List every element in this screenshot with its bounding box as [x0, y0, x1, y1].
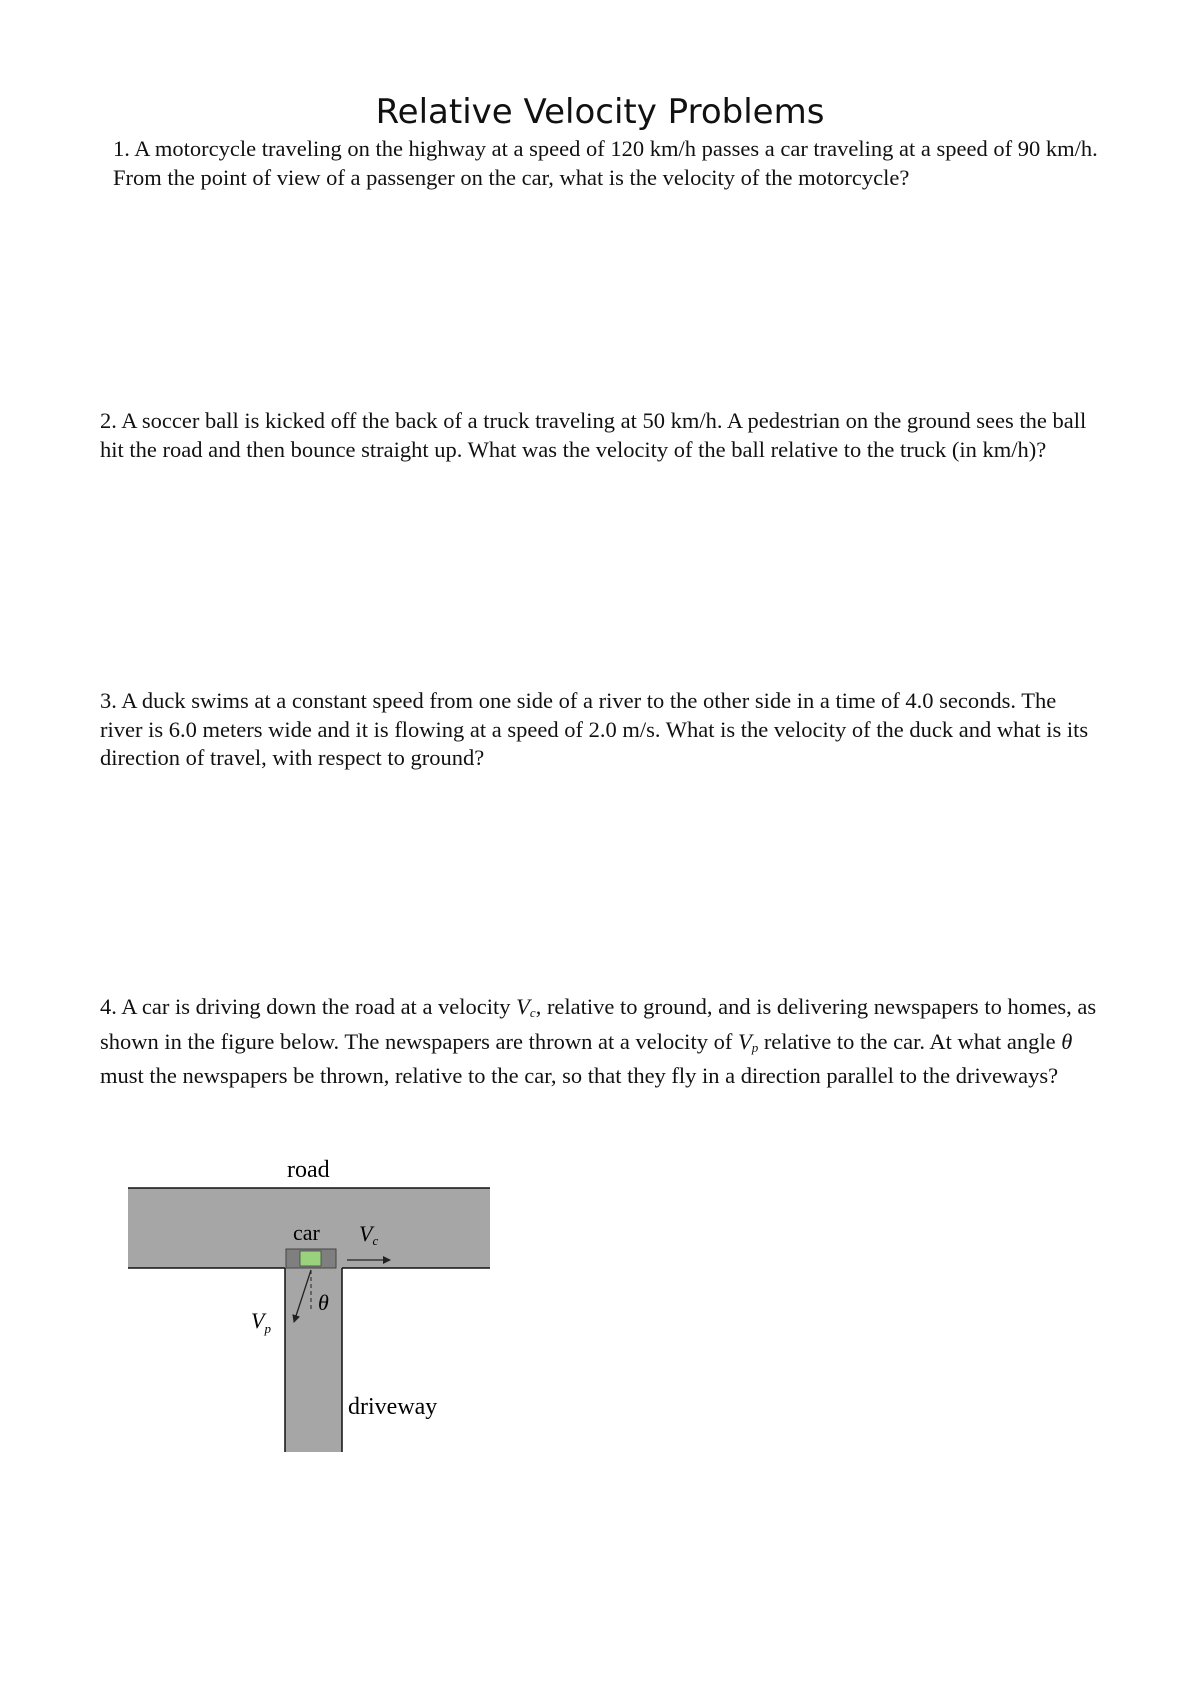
vp-var: V	[251, 1308, 265, 1333]
vc-sub: c	[372, 1233, 379, 1248]
car-velocity-symbol: V	[516, 994, 530, 1019]
problem-4-text	[100, 993, 1100, 1091]
car-label: car	[293, 1220, 320, 1245]
problem-4-part-2: , relative to ground, and is delivering newspapers to homes, as shown in the figure below. The newspapers are thrown at a velocity of	[100, 994, 1097, 1054]
paper-velocity-subscript: p	[751, 1039, 759, 1055]
problem-2-text: 2. A soccer ball is kicked off the back of a truck traveling at 50 km/h. A pedestrian on the ground sees the ball hit the road and then bounce straight up. What was the velocity of the ball relative to the truck (in km/h)?	[100, 408, 1087, 462]
driveway-label: driveway	[348, 1394, 438, 1420]
newspaper-velocity-label	[251, 1308, 271, 1336]
car-roof	[300, 1251, 321, 1266]
road-driveway-figure	[120, 1150, 510, 1470]
problem-3-text: 3. A duck swims at a constant speed from one side of a river to the other side in a time of 4.0 seconds. The river is 6.0 meters wide and it is flowing at a speed of 2.0 m/s. What is the velocity of the duck and what is its direction of travel, with respect to ground?	[100, 688, 1089, 771]
angle-symbol: θ	[1061, 1028, 1073, 1054]
problem-4-part-4: must the newspapers be thrown, relative to the car, so that they fly in a direction parallel to the driveways?	[100, 1063, 1059, 1089]
road-label: road	[287, 1157, 330, 1183]
angle-label: θ	[318, 1290, 329, 1315]
problem-4-part-3: relative to the car. At what angle	[758, 1028, 1062, 1054]
page-title: Relative Velocity Problems	[375, 92, 825, 132]
vp-sub: p	[264, 1321, 271, 1336]
problem-1-text: 1. A motorcycle traveling on the highway at a speed of 120 km/h passes a car traveling at a speed of 90 km/h. From the point of view of a passenger on the car, what is the velocity of the motorcycle?	[113, 136, 1098, 190]
problem-4-part-1: 4. A car is driving down the road at a velocity	[100, 994, 517, 1019]
vc-var: V	[359, 1221, 373, 1246]
car-velocity-subscript: c	[529, 1005, 536, 1020]
paper-velocity-symbol: V	[737, 1028, 752, 1054]
